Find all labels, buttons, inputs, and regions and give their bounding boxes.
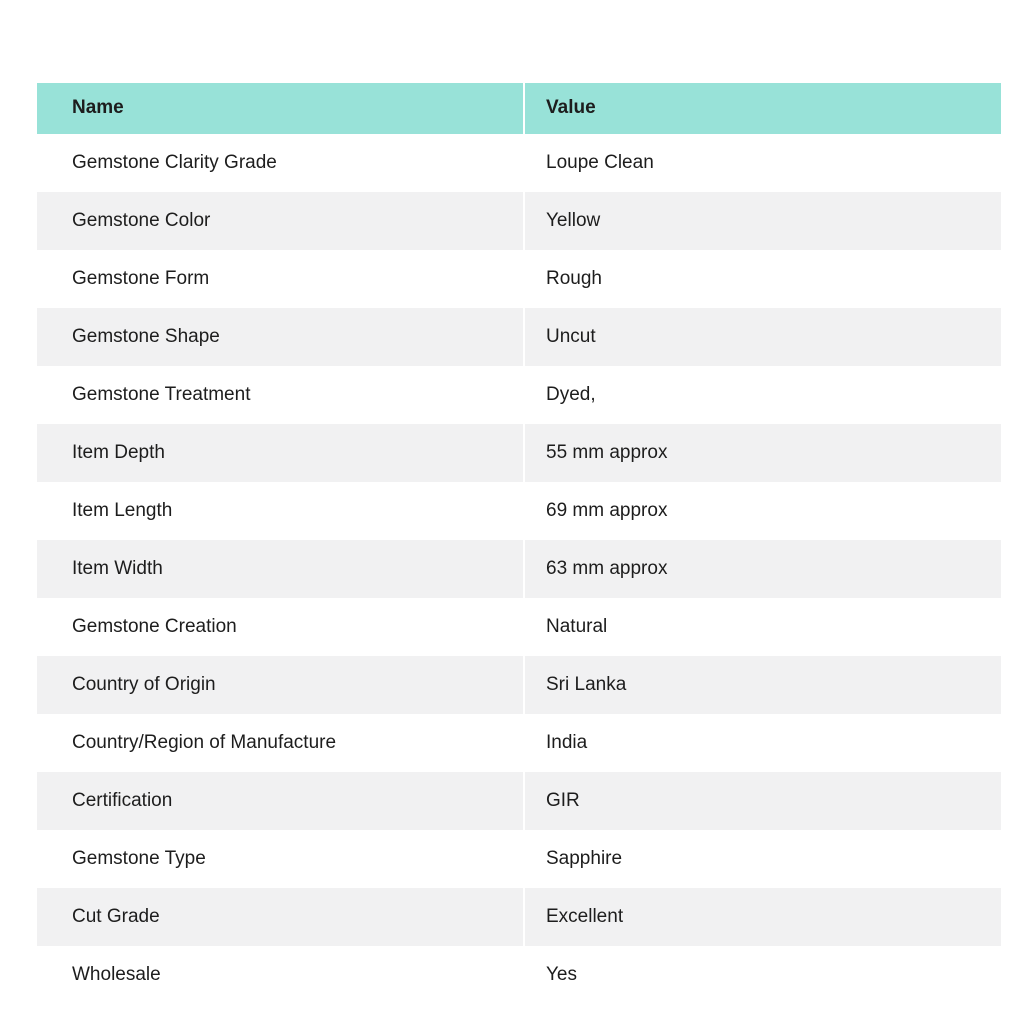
table-body — [37, 134, 1001, 1004]
table-header-row — [37, 83, 1001, 134]
attribute-name-cell: Item Depth — [72, 441, 165, 463]
table-row — [37, 424, 1001, 482]
attribute-value-cell: Loupe Clean — [523, 134, 1001, 192]
attribute-value-cell: Natural — [523, 598, 1001, 656]
attribute-name-cell: Item Width — [72, 557, 163, 579]
attribute-value-cell: Rough — [523, 250, 1001, 308]
attribute-name-cell: Wholesale — [72, 963, 161, 985]
table-row — [37, 888, 1001, 946]
attribute-value-cell: Excellent — [523, 888, 1001, 946]
attribute-name-cell: Country/Region of Manufacture — [72, 731, 337, 753]
attribute-value-cell: India — [523, 714, 1001, 772]
table-row — [37, 598, 1001, 656]
table-row — [37, 656, 1001, 714]
attribute-name-cell: Gemstone Color — [72, 209, 211, 231]
attribute-name-cell: Cut Grade — [72, 905, 160, 927]
table-row — [37, 134, 1001, 192]
attribute-name-cell: Gemstone Treatment — [72, 383, 251, 405]
attribute-value-cell: 55 mm approx — [523, 424, 1001, 482]
attribute-value-cell: Yes — [523, 946, 1001, 1004]
table-row — [37, 308, 1001, 366]
header-value-cell: Value — [523, 83, 1001, 134]
item-specifics-table — [37, 83, 1001, 1004]
attribute-value-cell: Dyed, — [523, 366, 1001, 424]
attribute-value-cell: Yellow — [523, 192, 1001, 250]
attribute-value-cell: Sri Lanka — [523, 656, 1001, 714]
header-name-cell: Name — [72, 97, 124, 119]
attribute-name-cell: Gemstone Form — [72, 267, 210, 289]
table-row — [37, 946, 1001, 1004]
table-row — [37, 192, 1001, 250]
attribute-value-cell: 69 mm approx — [523, 482, 1001, 540]
table-row — [37, 250, 1001, 308]
attribute-value-cell: 63 mm approx — [523, 540, 1001, 598]
attribute-value-cell: Sapphire — [523, 830, 1001, 888]
table-row — [37, 830, 1001, 888]
attribute-name-cell: Country of Origin — [72, 673, 216, 695]
attribute-name-cell: Item Length — [72, 499, 173, 521]
table-row — [37, 714, 1001, 772]
table-row — [37, 366, 1001, 424]
table-row — [37, 540, 1001, 598]
table-row — [37, 772, 1001, 830]
attribute-value-cell: Uncut — [523, 308, 1001, 366]
table-row — [37, 482, 1001, 540]
attribute-name-cell: Gemstone Clarity Grade — [72, 151, 277, 173]
attribute-value-cell: GIR — [523, 772, 1001, 830]
attribute-name-cell: Gemstone Shape — [72, 325, 220, 347]
attribute-name-cell: Gemstone Creation — [72, 615, 237, 637]
attribute-name-cell: Gemstone Type — [72, 847, 206, 869]
attribute-name-cell: Certification — [72, 789, 173, 811]
